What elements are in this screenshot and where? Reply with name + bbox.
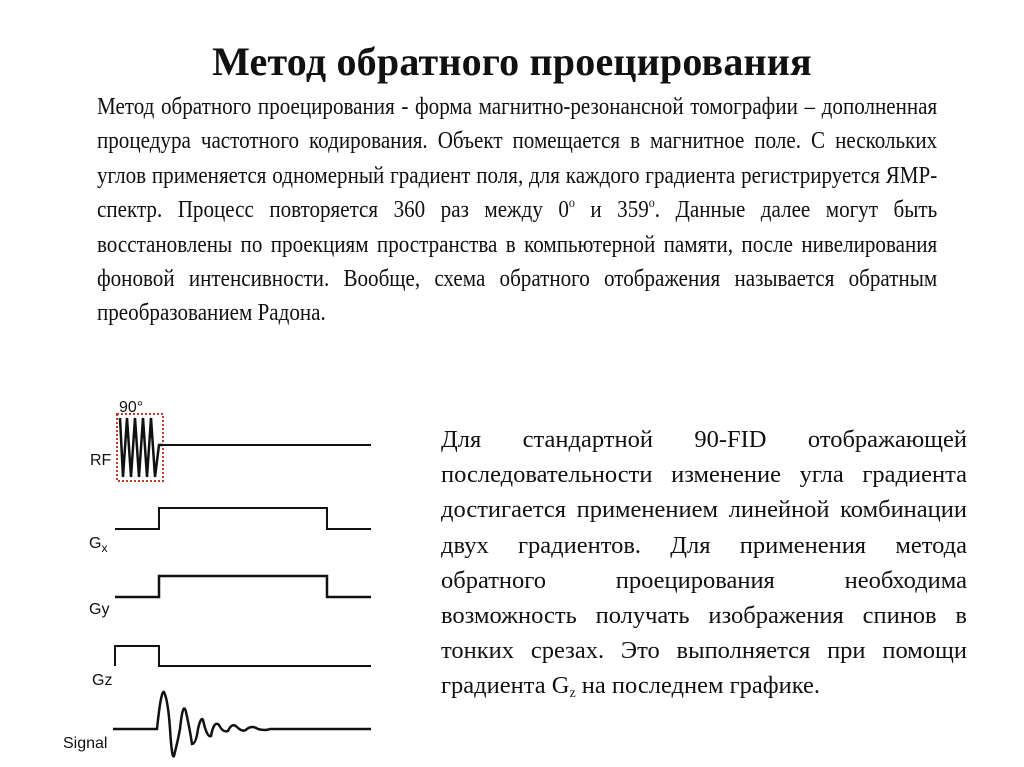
- rf-row: [90, 414, 371, 481]
- main-text-part1: Метод обратного проецирования - форма магнитно-резонансной томографии – дополненная процедура частотного кодирования. Объект помещается в магнитное поле. С нескольких углов применяется одномерный градиент поля, для каждого градиента регистрируется ЯМР-спектр. Процесс повторяется 360 раз между 0: [97, 93, 938, 224]
- gy-label: Gy: [89, 601, 110, 618]
- pulse-angle-label: 90°: [119, 399, 144, 416]
- side-text-part1: Для стандартной 90-FID отображающей последовательности изменение угла градиента достигается применением линейной комбинации двух градиентов. Для применения метода обратного проецирования необходима возможность получать изображения спинов в тонких срезах. Это выполняется при помощи градиента G: [441, 426, 967, 700]
- gz-row: [92, 646, 371, 689]
- gy-waveform: [115, 576, 371, 597]
- rf-label: RF: [90, 452, 112, 469]
- gx-label: $G_x$: [89, 535, 108, 555]
- pulse-sequence-diagram: [0, 395, 420, 767]
- main-paragraph: [97, 90, 937, 331]
- main-text-part3: . Данные далее могут быть восстановлены по проекциям пространства в компьютерной памяти, после нивелирования фоновой интенсивности. Вообще, схема обратного отображения называется обратным преобразованием Радона.: [97, 196, 938, 327]
- gx-waveform: [115, 508, 371, 529]
- degree-superscript-1: o: [568, 196, 575, 212]
- gz-subscript: z: [569, 686, 576, 702]
- signal-label: Signal: [63, 735, 108, 752]
- side-text-part2: на последнем графике.: [575, 672, 821, 700]
- gx-row: [89, 508, 371, 555]
- fid-signal-waveform: [113, 692, 371, 757]
- gz-waveform: [115, 646, 371, 666]
- rf-pulse-waveform: [120, 418, 163, 477]
- gz-label: Gz: [92, 672, 113, 689]
- degree-superscript-2: o: [648, 196, 655, 212]
- main-text-part2: и 359: [574, 196, 649, 224]
- side-paragraph: [441, 422, 967, 704]
- slide-title: Метод обратного проецирования: [212, 39, 812, 84]
- signal-row: [63, 692, 371, 757]
- gy-row: [89, 576, 371, 618]
